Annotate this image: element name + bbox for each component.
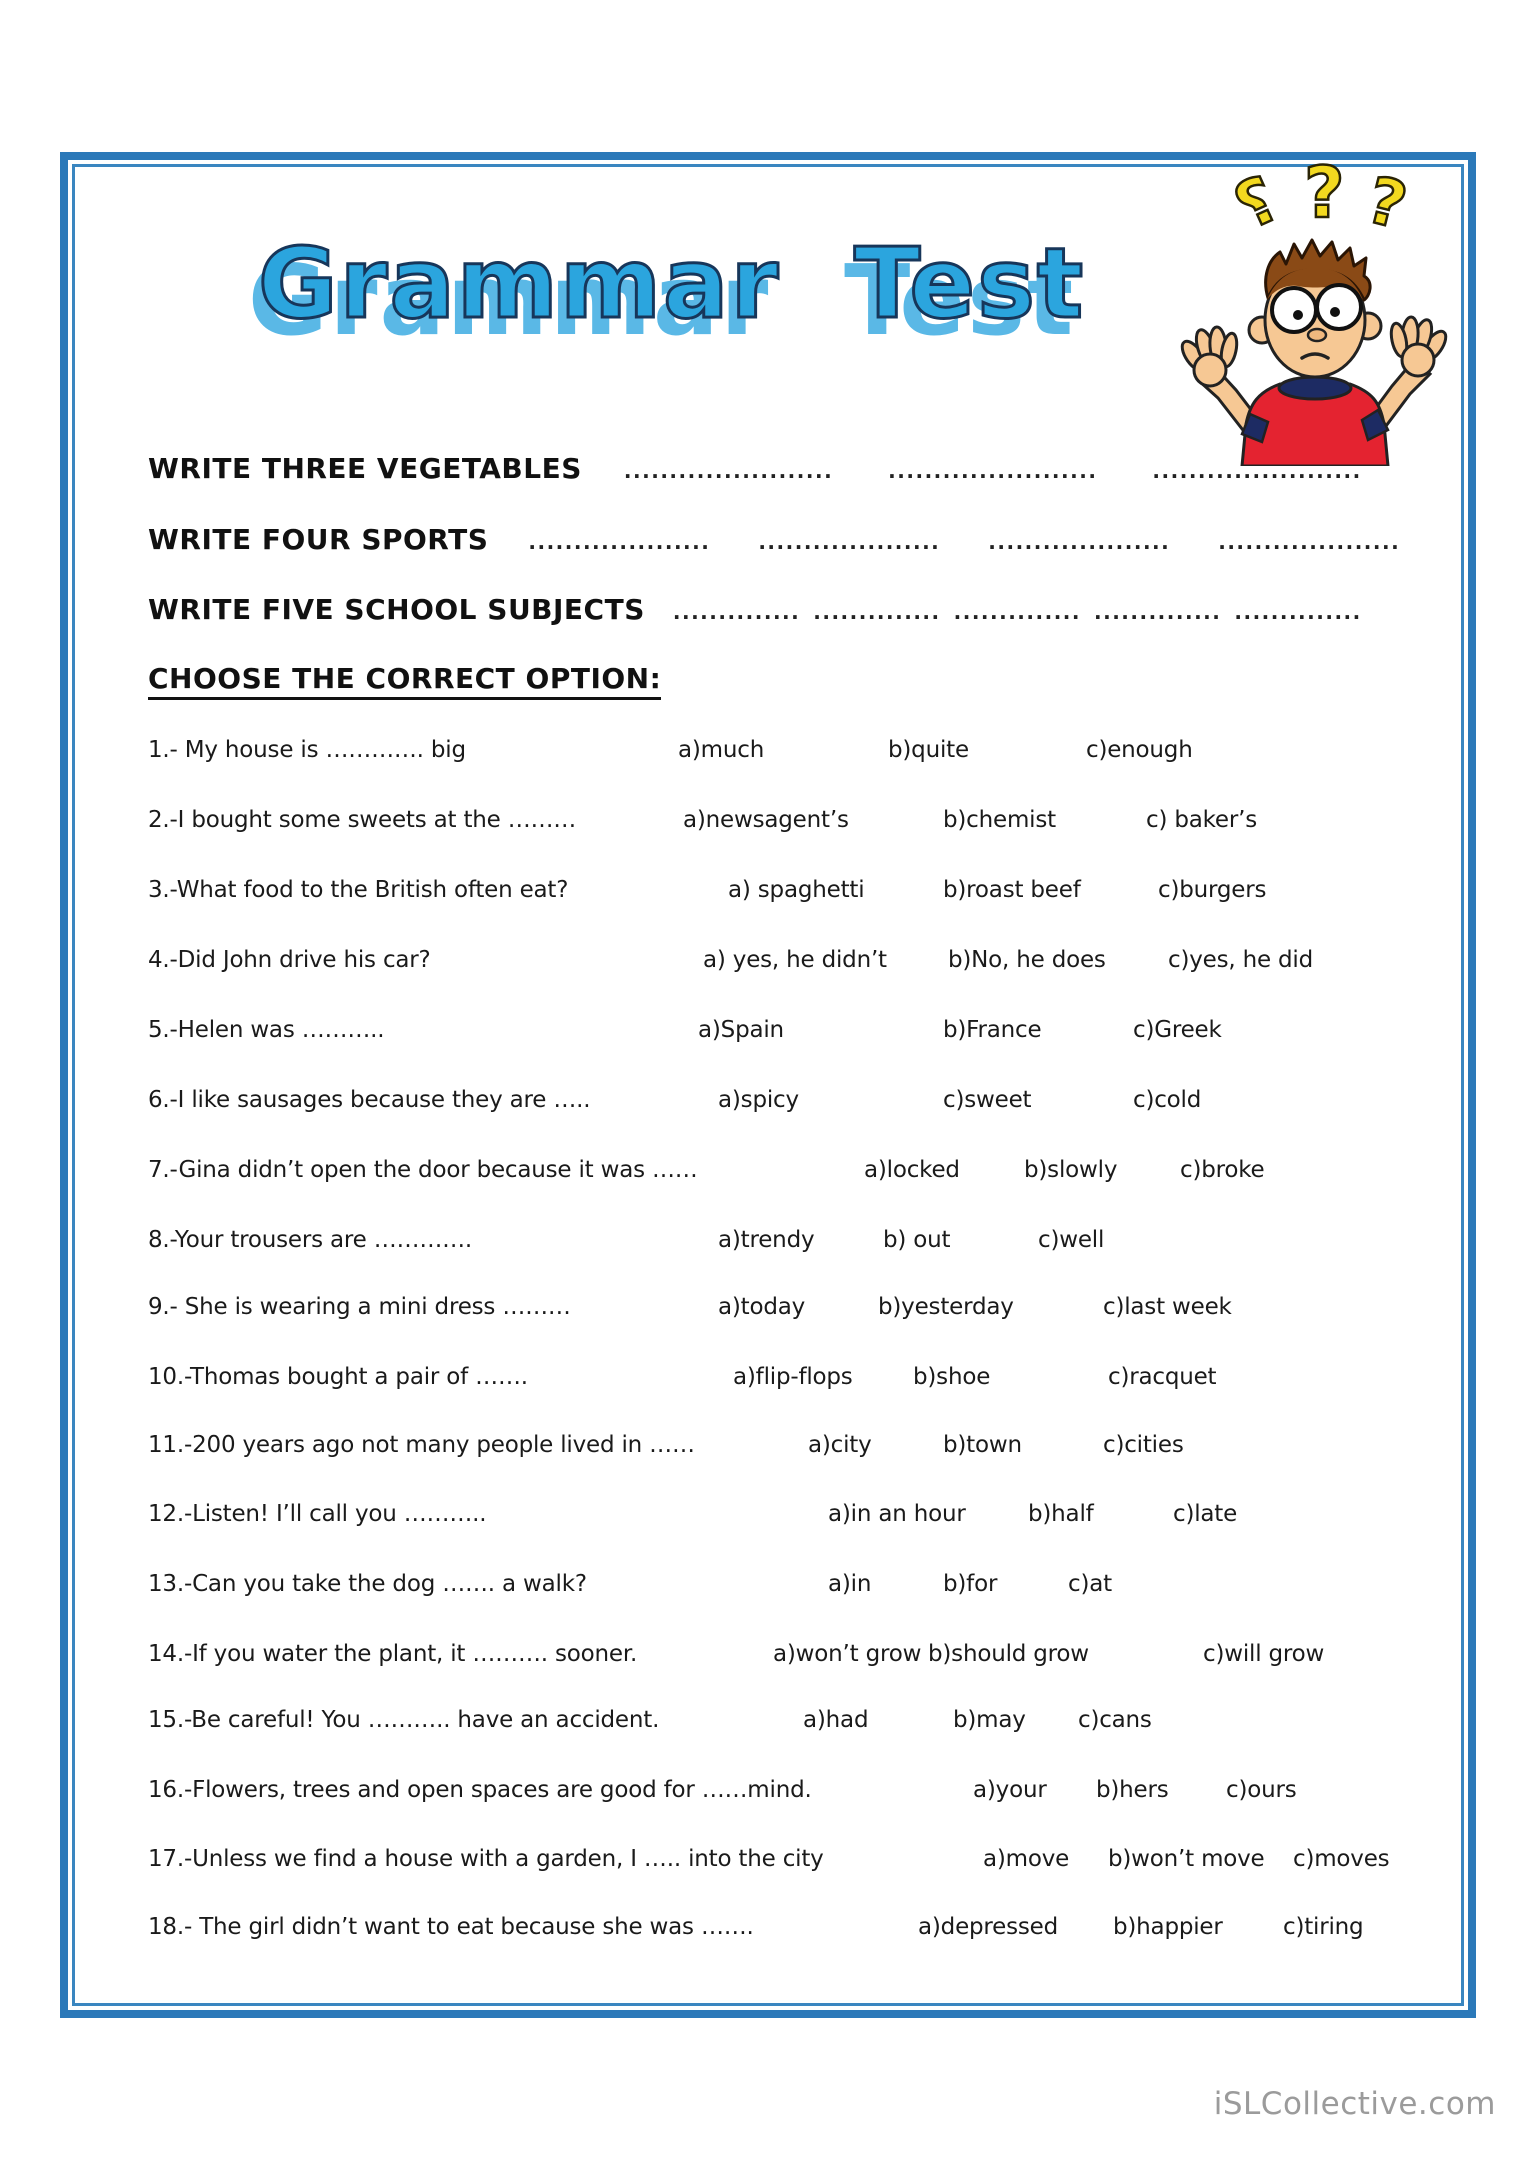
question-stem: 5.-Helen was ……….. — [148, 1017, 385, 1043]
question-row-15 — [0, 1707, 1532, 1749]
question-row-9 — [0, 1294, 1532, 1336]
blank-line: .................... — [758, 530, 941, 554]
option-c: c)ours — [1226, 1777, 1297, 1803]
option-a: a) yes, he didn’t — [703, 947, 887, 973]
option-a: a)won’t grow — [773, 1641, 922, 1667]
question-stem: 13.-Can you take the dog ……. a walk? — [148, 1571, 587, 1597]
option-b: b)slowly — [1024, 1157, 1118, 1183]
option-c: c)at — [1068, 1571, 1112, 1597]
question-stem: 12.-Listen! I’ll call you ……….. — [148, 1501, 487, 1527]
option-a: a)in an hour — [828, 1501, 966, 1527]
question-row-7 — [0, 1157, 1532, 1199]
vegetables-blanks — [624, 459, 1362, 483]
question-row-13 — [0, 1571, 1532, 1613]
blank-line: .................... — [1218, 530, 1401, 554]
question-stem: 14.-If you water the plant, it ………. sooner. — [148, 1641, 638, 1667]
option-c: c)moves — [1293, 1846, 1390, 1872]
option-a: a)today — [718, 1294, 806, 1320]
blank-line: .................... — [528, 530, 711, 554]
option-c: c)Greek — [1133, 1017, 1222, 1043]
option-b: b)happier — [1113, 1914, 1223, 1940]
option-b: b)quite — [888, 737, 969, 763]
write-vegetables-label: WRITE THREE VEGETABLES — [148, 452, 582, 485]
option-a: a)newsagent’s — [683, 807, 849, 833]
question-row-16 — [0, 1777, 1532, 1819]
question-row-14 — [0, 1641, 1532, 1683]
option-a: a)flip-flops — [733, 1364, 853, 1390]
option-b: b)won’t move — [1108, 1846, 1265, 1872]
option-c: c)cans — [1078, 1707, 1152, 1733]
option-b: b)chemist — [943, 807, 1056, 833]
option-b: b)yesterday — [878, 1294, 1014, 1320]
question-stem: 1.- My house is …………. big — [148, 737, 466, 763]
question-row-12 — [0, 1501, 1532, 1543]
option-c: c)racquet — [1108, 1364, 1217, 1390]
option-c: c)cities — [1103, 1432, 1184, 1458]
question-row-1 — [0, 737, 1532, 779]
option-c: c)last week — [1103, 1294, 1232, 1320]
question-row-2 — [0, 807, 1532, 849]
question-stem: 3.-What food to the British often eat? — [148, 877, 569, 903]
option-b: b)town — [943, 1432, 1022, 1458]
blank-line: ....................... — [623, 459, 834, 483]
question-stem: 16.-Flowers, trees and open spaces are good for ……mind. — [148, 1777, 812, 1803]
write-sports-label: WRITE FOUR SPORTS — [148, 523, 489, 556]
question-row-3 — [0, 877, 1532, 919]
question-stem: 4.-Did John drive his car? — [148, 947, 431, 973]
question-stem: 18.- The girl didn’t want to eat because she was ……. — [148, 1914, 754, 1940]
option-a: a)city — [808, 1432, 872, 1458]
write-sports-row — [148, 523, 1408, 556]
blank-line: .............. — [953, 600, 1081, 624]
option-a: a)spicy — [718, 1087, 799, 1113]
option-b: b)hers — [1096, 1777, 1169, 1803]
question-stem: 2.-I bought some sweets at the ……… — [148, 807, 577, 833]
option-a: a) spaghetti — [728, 877, 865, 903]
blank-line: .................... — [988, 530, 1171, 554]
page-title: Grammar Test — [258, 227, 1086, 340]
question-mark-icon: ? — [1304, 152, 1345, 234]
option-b: c)sweet — [943, 1087, 1032, 1113]
blank-line: ....................... — [888, 459, 1098, 483]
option-a: a)depressed — [918, 1914, 1059, 1940]
islcollective-watermark: iSLCollective.com — [1213, 2086, 1496, 2122]
option-c: c)cold — [1133, 1087, 1202, 1113]
question-stem: 7.-Gina didn’t open the door because it was …… — [148, 1157, 698, 1183]
blank-line: .............. — [813, 600, 941, 624]
option-b: b)half — [1028, 1501, 1094, 1527]
option-a: a)locked — [864, 1157, 960, 1183]
write-subjects-label: WRITE FIVE SCHOOL SUBJECTS — [148, 593, 645, 626]
option-b: b)shoe — [913, 1364, 991, 1390]
question-row-18 — [0, 1914, 1532, 1956]
option-b: b)No, he does — [948, 947, 1106, 973]
option-a: a)trendy — [718, 1227, 815, 1253]
question-row-5 — [0, 1017, 1532, 1059]
option-c: c)broke — [1180, 1157, 1265, 1183]
question-stem: 6.-I like sausages because they are ….. — [148, 1087, 591, 1113]
blank-line: ....................... — [1152, 459, 1362, 483]
blank-line: .............. — [672, 600, 801, 624]
question-stem: 8.-Your trousers are …………. — [148, 1227, 473, 1253]
question-stem: 15.-Be careful! You ……….. have an accident. — [148, 1707, 660, 1733]
option-c: c)will grow — [1203, 1641, 1325, 1667]
question-stem: 9.- She is wearing a mini dress ……… — [148, 1294, 571, 1320]
option-a: a)had — [803, 1707, 869, 1733]
option-a: a)much — [678, 737, 765, 763]
question-row-11 — [0, 1432, 1532, 1474]
question-stem: 10.-Thomas bought a pair of ……. — [148, 1364, 528, 1390]
question-mark-icon: ? — [1224, 162, 1289, 246]
option-a: a)in — [828, 1571, 872, 1597]
option-b: b) out — [883, 1227, 951, 1253]
question-row-17 — [0, 1846, 1532, 1888]
blank-line: .............. — [1234, 600, 1362, 624]
question-stem: 17.-Unless we find a house with a garden, I ….. into the city — [148, 1846, 824, 1872]
option-c: c)burgers — [1158, 877, 1267, 903]
write-subjects-row — [148, 593, 1408, 626]
question-row-4 — [0, 947, 1532, 989]
option-a: a)Spain — [698, 1017, 784, 1043]
question-stem: 11.-200 years ago not many people lived in …… — [148, 1432, 695, 1458]
option-c: c)enough — [1086, 737, 1193, 763]
option-b: b)France — [943, 1017, 1042, 1043]
question-mark-icon: ? — [1359, 163, 1414, 245]
option-b: b)should grow — [928, 1641, 1089, 1667]
blank-line: .............. — [1094, 600, 1222, 624]
option-a: a)move — [983, 1846, 1070, 1872]
option-c: c)late — [1173, 1501, 1238, 1527]
option-b: b)roast beef — [943, 877, 1081, 903]
option-c: c)well — [1038, 1227, 1105, 1253]
subjects-blanks — [673, 600, 1362, 624]
sports-blanks — [528, 530, 1400, 554]
section-heading: CHOOSE THE CORRECT OPTION: — [148, 662, 661, 700]
option-c: c)tiring — [1283, 1914, 1364, 1940]
option-b: b)for — [943, 1571, 998, 1597]
option-c: c)yes, he did — [1168, 947, 1314, 973]
question-row-8 — [0, 1227, 1532, 1269]
option-c: c) baker’s — [1146, 807, 1258, 833]
write-vegetables-row — [148, 452, 1408, 485]
question-row-10 — [0, 1364, 1532, 1406]
option-a: a)your — [973, 1777, 1047, 1803]
question-row-6 — [0, 1087, 1532, 1129]
option-b: b)may — [953, 1707, 1026, 1733]
confused-boy-illustration — [1158, 238, 1470, 466]
